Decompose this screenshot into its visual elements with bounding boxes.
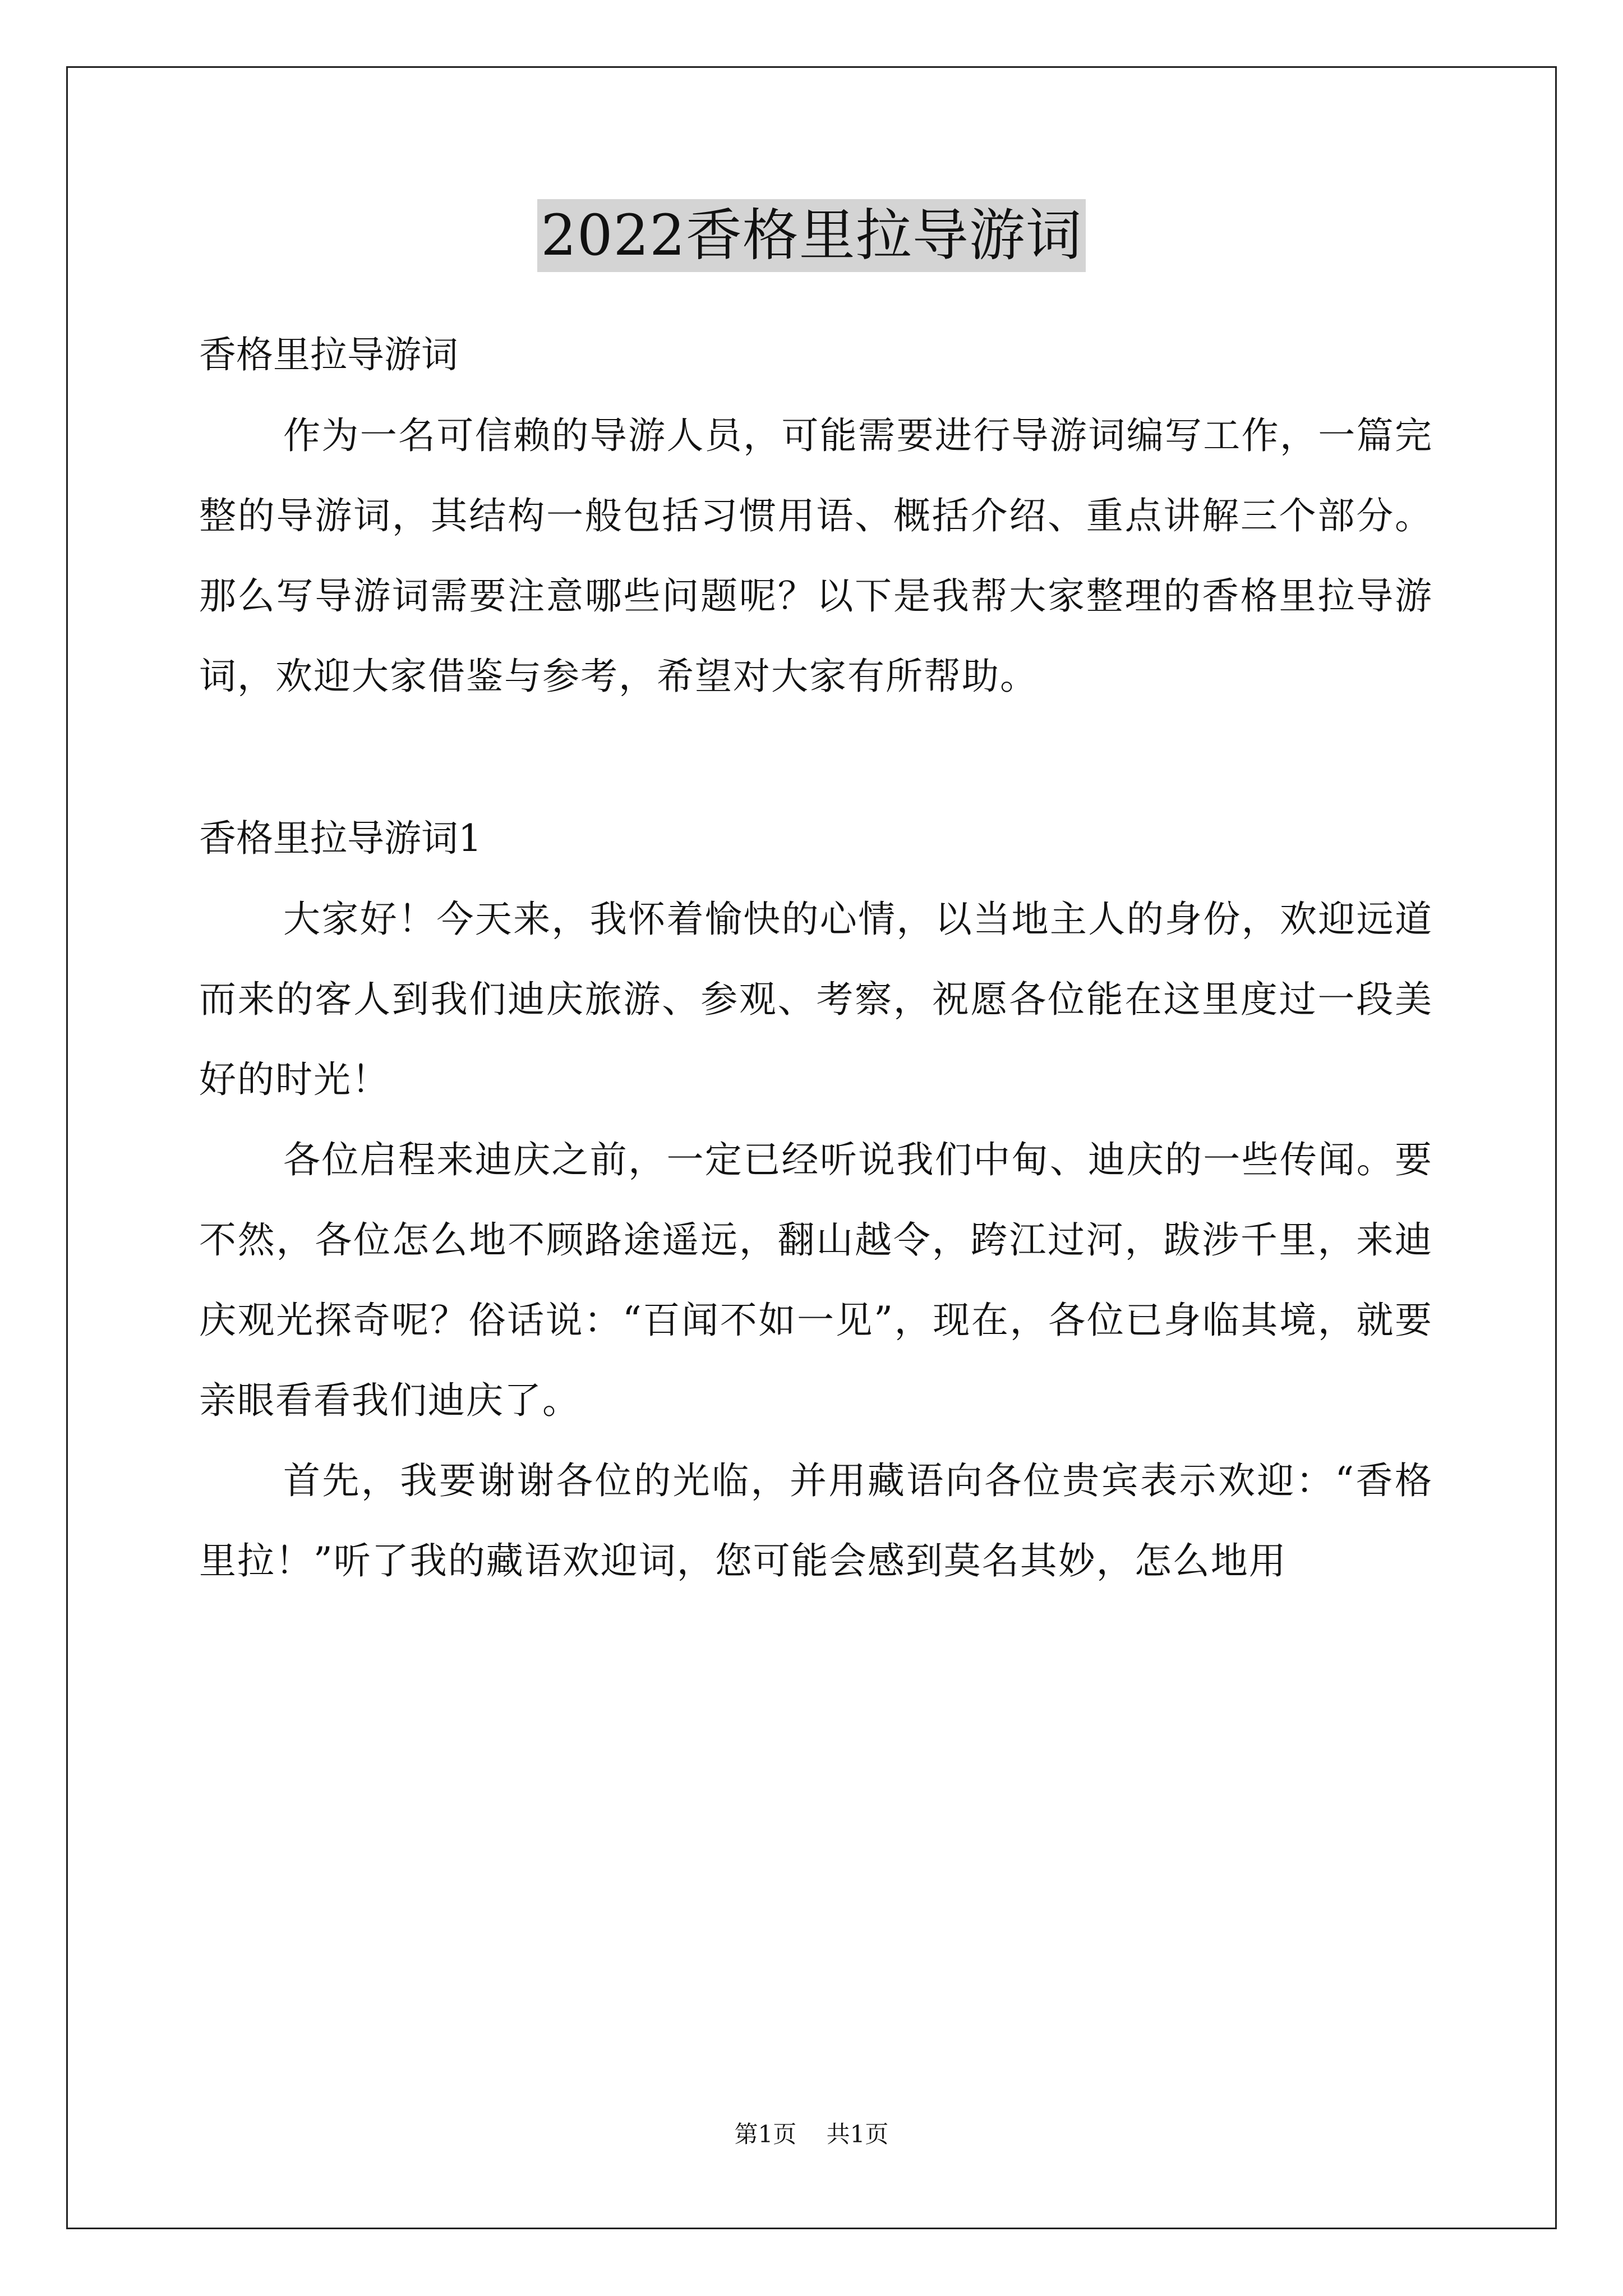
body-paragraph: 各位启程来迪庆之前，一定已经听说我们中甸、迪庆的一些传闻。要不然，各位怎么地不顾路途遥远，翻山越令，跨江过河，跋涉千里，来迪庆观光探奇呢？俗话说：“百闻不如一见”，现在，各位已身临其境，就要亲眼看看我们迪庆了。 xyxy=(199,1138,1433,1422)
document-title: 2022香格里拉导游词 xyxy=(537,199,1086,272)
body-paragraph: 首先，我要谢谢各位的光临，并用藏语向各位贵宾表示欢迎：“香格里拉！”听了我的藏语欢迎词，您可能会感到莫名其妙，怎么地用 xyxy=(199,1459,1433,1582)
intro-paragraph: 作为一名可信赖的导游人员，可能需要进行导游词编写工作，一篇完整的导游词，其结构一般包括习惯用语、概括介绍、重点讲解三个部分。那么写导游词需要注意哪些问题呢？以下是我帮大家整理的香格里拉导游词，欢迎大家借鉴与参考，希望对大家有所帮助。 xyxy=(199,414,1433,698)
section-1-heading: 香格里拉导游词1 xyxy=(199,817,482,860)
page-number: 第1页 xyxy=(734,2120,797,2148)
body-paragraph: 大家好！今天来，我怀着愉快的心情，以当地主人的身份，欢迎远道而来的客人到我们迪庆旅游、参观、考察，祝愿各位能在这里度过一段美好的时光！ xyxy=(199,898,1433,1101)
page-total: 共1页 xyxy=(826,2120,889,2148)
page-footer xyxy=(0,2118,1623,2151)
title-container xyxy=(0,199,1623,272)
intro-heading: 香格里拉导游词 xyxy=(199,333,458,376)
document-body xyxy=(199,314,1433,1601)
spacer xyxy=(199,716,1433,798)
